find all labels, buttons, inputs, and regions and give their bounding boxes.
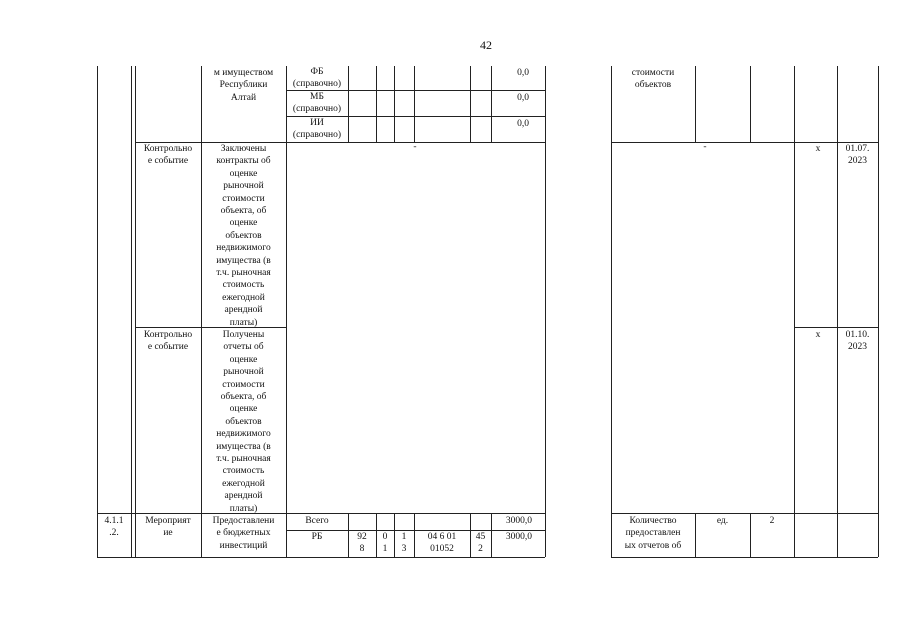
code-expense-type: 45 2 bbox=[475, 532, 486, 555]
measure-number: 4.1.1 .2. bbox=[104, 516, 124, 539]
page-number: 42 bbox=[480, 38, 492, 52]
rb-label: РБ bbox=[311, 532, 323, 542]
event2-description: Получены отчеты об оценке рыночной стоимости объекта, об оценке объектов недвижимого имущества (в т.ч. рыночная стоимость ежегодной арендной платы) bbox=[216, 330, 271, 514]
measure-type: Мероприят ие bbox=[145, 516, 191, 539]
event1-date: 01.07. 2023 bbox=[845, 144, 870, 167]
responsible-text: м имуществом Республики Алтай bbox=[213, 68, 274, 103]
code-target-article: 04 6 01 01052 bbox=[427, 532, 457, 555]
total-value: 3000,0 bbox=[505, 516, 532, 526]
mb-label: МБ (справочно) bbox=[292, 92, 342, 115]
event2-type: Контрольно е событие bbox=[143, 330, 193, 353]
target-value: 2 bbox=[769, 516, 775, 526]
mb-value: 0,0 bbox=[517, 93, 529, 103]
code-grbs: 92 8 bbox=[357, 532, 367, 555]
ii-label: ИИ (справочно) bbox=[292, 118, 342, 141]
rb-value: 3000,0 bbox=[505, 532, 532, 542]
event1-x: x bbox=[815, 144, 821, 154]
ii-value: 0,0 bbox=[517, 119, 529, 129]
measure-description: Предоставлени е бюджетных инвестиций bbox=[212, 516, 275, 551]
fb-label: ФБ (справочно) bbox=[292, 67, 342, 90]
fb-value: 0,0 bbox=[517, 68, 529, 78]
event1-dash-right: - bbox=[703, 142, 707, 152]
event1-dash-left: - bbox=[413, 142, 417, 152]
code-section: 0 1 bbox=[382, 532, 388, 555]
indicator-text: Количество предоставлен ых отчетов об bbox=[624, 516, 682, 551]
unit-value: ед. bbox=[716, 516, 729, 526]
total-label: Всего bbox=[305, 516, 329, 526]
event2-x: x bbox=[815, 330, 821, 340]
code-subsection: 1 3 bbox=[401, 532, 407, 555]
event1-description: Заключены контракты об оценке рыночной стоимости объекта, об оценке объектов недвижимого имущества (в т.ч. рыночная стоимость ежегодной арендной платы) bbox=[216, 144, 271, 328]
event1-type: Контрольно е событие bbox=[143, 144, 193, 167]
event2-date: 01.10. 2023 bbox=[845, 330, 870, 353]
indicator-text-top: стоимости объектов bbox=[631, 68, 675, 91]
